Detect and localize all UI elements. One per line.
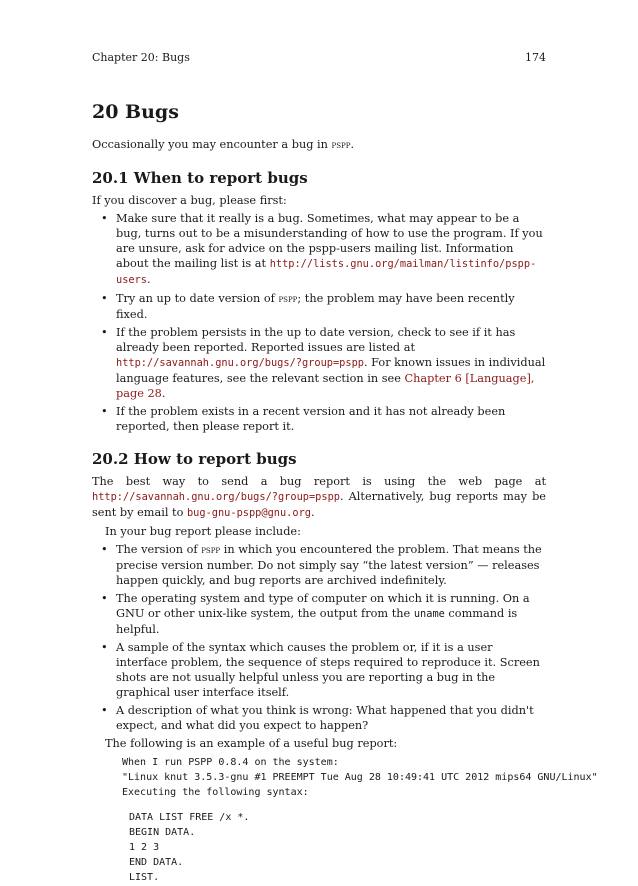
item-text: If the problem persists in the up to date version, check to see if it has already been reported. Reported issues are listed at	[116, 326, 516, 354]
include-lead: In your bug report please include:	[105, 525, 301, 538]
item-end: .	[147, 273, 151, 286]
item-text: Make sure that it really is a bug. Sometimes, what may appear to be a bug, turns out to be a misunderstanding of how to use the program. If you are unsure, ask for advice on the pspp-users mailing list. Information about the mailing list is at	[116, 212, 543, 270]
list-item	[101, 211, 546, 288]
item-text: If the problem exists in a recent version and it has not already been reported, then please report it.	[116, 405, 506, 433]
list-item	[101, 325, 546, 401]
intro-paragraph	[92, 137, 546, 153]
example-report-lines: When I run PSPP 0.8.4 on the system: "Linux knut 3.5.3-gnu #1 PREEMPT Tue Aug 28 10:49:41 UTC 2012 mips64 GNU/Linux" Executing the following syntax:	[122, 757, 598, 799]
item-end: ; the problem may have been recently fixed.	[116, 292, 515, 321]
running-header	[92, 50, 546, 65]
when-to-report-list	[92, 211, 546, 434]
bullet-icon: •	[101, 292, 108, 305]
item-end: command is helpful.	[116, 607, 518, 636]
item-text: Try an up to date version of	[116, 292, 279, 305]
bullet-icon: •	[101, 326, 108, 339]
section2-paragraph	[92, 474, 546, 521]
bullet-icon: •	[101, 405, 108, 418]
page-number: 174	[525, 51, 546, 64]
chapter-header: Chapter 20: Bugs	[92, 51, 190, 64]
chapter-reference-link[interactable]: Chapter 6 [Language], page 28	[116, 372, 535, 400]
uname-command: uname	[413, 608, 445, 620]
bullet-icon: •	[101, 704, 108, 717]
bullet-icon: •	[101, 641, 108, 654]
bullet-icon: •	[101, 592, 108, 605]
bug-report-web-link[interactable]: http://savannah.gnu.org/bugs/?group=pspp	[92, 491, 340, 503]
item-text: The operating system and type of computer on which it is running. On a GNU or other unix-like system, the output from the	[116, 592, 530, 620]
list-item	[101, 640, 546, 700]
product-name: pspp	[331, 139, 351, 151]
item-end: in which you encountered the problem. That means the precise version number. Do not simply say “the latest version” — releases happen quickly, and bug reports are archived indefinitely.	[116, 543, 542, 587]
section-heading-when: 20.1 When to report bugs	[92, 169, 308, 187]
chapter-title: 20 Bugs	[92, 101, 179, 123]
item-text: The version of	[116, 543, 202, 556]
example-lead: The following is an example of a useful bug report:	[105, 737, 398, 750]
report-contents-list	[92, 542, 546, 733]
list-item	[101, 542, 546, 588]
list-item	[101, 591, 546, 637]
intro-text: Occasionally you may encounter a bug in	[92, 138, 332, 151]
item-text-middle: . For known issues in individual language features, see the relevant section in see	[116, 356, 546, 385]
list-item	[101, 291, 546, 322]
intro-end: .	[350, 138, 355, 151]
list-item	[101, 703, 546, 733]
product-name: pspp	[201, 544, 221, 556]
para-text: The best way to send a bug report is using the web page at	[92, 475, 546, 488]
bug-report-email-link[interactable]: bug-gnu-pspp@gnu.org	[186, 507, 311, 519]
para-end: .	[310, 506, 315, 519]
example-bug-report	[122, 755, 598, 886]
product-name: pspp	[278, 293, 298, 305]
item-text: A sample of the syntax which causes the problem or, if it is a user interface problem, the sequence of steps required to reproduce it. Screen shots are not usually helpful unless you are reporting a bug in the graphical user interface itself.	[116, 641, 540, 699]
item-end: .	[161, 387, 166, 400]
list-item	[101, 404, 546, 434]
item-text: A description of what you think is wrong: What happened that you didn't expect, and what did you expect to happen?	[116, 704, 534, 732]
bullet-icon: •	[101, 543, 108, 556]
section-heading-how: 20.2 How to report bugs	[92, 450, 297, 468]
para-text-middle: . Alternatively, bug reports may be sent by email to	[92, 490, 546, 519]
bullet-icon: •	[101, 212, 108, 225]
section1-lead: If you discover a bug, please first:	[92, 194, 287, 207]
mailing-list-link[interactable]: http://lists.gnu.org/mailman/listinfo/pspp-users	[116, 258, 537, 286]
bugs-tracker-link[interactable]: http://savannah.gnu.org/bugs/?group=pspp	[116, 357, 364, 369]
example-syntax-block: DATA LIST FREE /x *. BEGIN DATA. 1 2 3 END DATA. LIST.	[129, 811, 250, 884]
